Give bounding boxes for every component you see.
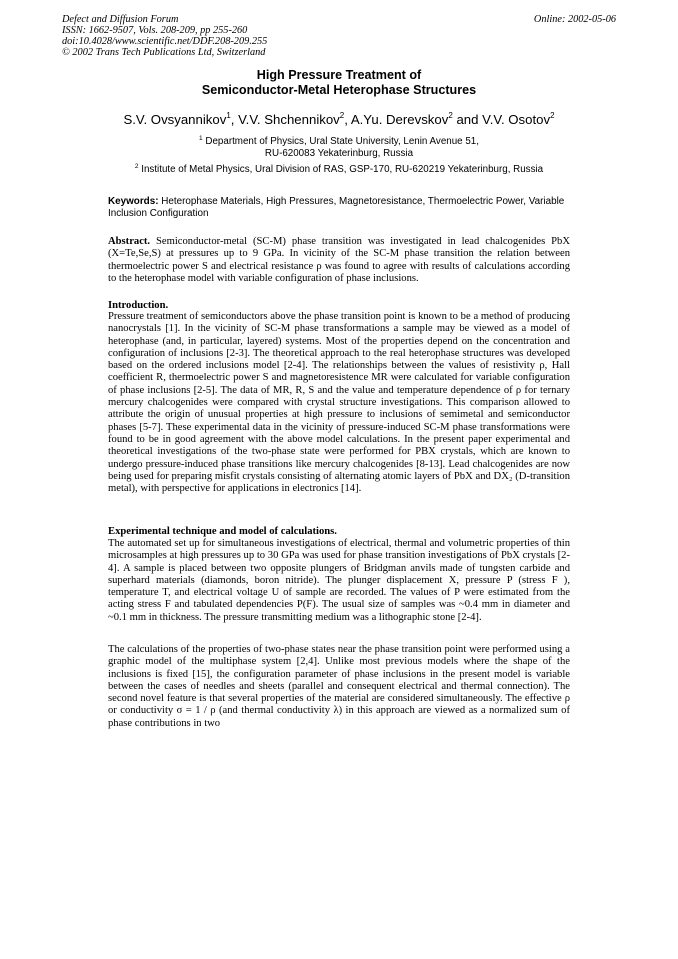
journal-name: Defect and Diffusion Forum xyxy=(62,14,179,25)
affiliation-1-line-2: RU-620083 Yekaterinburg, Russia xyxy=(264,148,414,159)
author-list: S.V. Ovsyannikov$^1$, V.V. Shchennikov$^2$, A.Yu. Derevskov$^2$ and V.V. Osotov$^2$ xyxy=(123,111,555,127)
abstract-block xyxy=(108,236,570,285)
author-4-affil: 2 xyxy=(550,111,555,120)
paper-title xyxy=(0,68,678,98)
affiliation-2-mark: 2 xyxy=(134,163,139,170)
online-date: Online: 2002-05-06 xyxy=(533,14,616,25)
affiliation-1-line-1: Department of Physics, Ural State University, Lenin Avenue 51, xyxy=(205,136,479,147)
affiliation-2-line-1: Institute of Metal Physics, Ural Division of RAS, GSP-170, RU-620219 Yekaterinburg, Russia xyxy=(141,164,544,175)
author-2-affil: 2 xyxy=(339,111,345,120)
experimental-text: The automated set up for simultaneous investigations of electrical, thermal and volumetric properties of thin microsamples at high pressures up to 30 GPa was used for phase transition investigations of PbX crystals [2-4]. A sample is placed between two opposite plungers of Bridgman anvils made of tungsten carbide and superhard materials (diamonds, boron nitride). The plunger displacement X, pressure P (stress F ), temperature T, and electrical voltage U of sample are recorded. The values of P were estimated from the acting stress F and tabulated dependencies P(F). The usual size of samples was ~0.4 mm in diameter and ~0.1 mm in thickness. The pressure transmitting medium was a lithographic stone [2-4]. xyxy=(108,538,570,623)
author-1: S.V. Ovsyannikov xyxy=(123,112,227,127)
introduction-text: Pressure treatment of semiconductors above the phase transition point is known to be a method of producing nanocrystals [1]. In the vicinity of SC-M phase transformations a sample may be viewed as a model of heterophase (and, in particular, layered) systems. Most of the properties depend on the concentration and configuration of inclusions [2-3]. The theoretical approach to the real heterophase structures was developed based on the ordered inclusions model [2-4]. The relationships between the values of resistivity ρ, Hall coefficient R, thermoelectric power S and magnetoresistence MR were calculated for variable configuration of phase inclusions [2-5]. The data of MR, R, S and the value and temperature dependence of ρ for ternary mercury chalcogenides were compared with crystal structure investigations. This comparison allowed to attribute the origin of unusual properties at high pressure to inclusions of semimetal and semiconductor phases [5-7]. These experimental data in the vicinity of pressure-induced SC-M phase transformations were found to be in good agreement with the above model calculations. In the present paper experimental and theoretical investigations of the two-phase state were performed for PBX crystals, which are known to undergo pressure-induced phase transitions like mercury chalcogenides [8-13]. Lead chalcogenides are now being used for preparing misfit crystals consisting of alternating atomic layers of PbX and DX₂ (D-transition metal), with perspective for applications in electronics [14]. xyxy=(108,311,570,495)
title-line-2: Semiconductor-Metal Heterophase Structures xyxy=(201,83,477,97)
experimental-heading: Experimental technique and model of calculations. xyxy=(108,526,337,537)
affiliation-1 xyxy=(0,136,678,160)
doi-line[interactable]: doi:10.4028/www.scientific.net/DDF.208-209.255 xyxy=(62,36,268,47)
keywords-text: Heterophase Materials, High Pressures, Magnetoresistance, Thermoelectric Power, Variable Inclusion Configuration xyxy=(108,196,565,220)
keywords-block xyxy=(108,196,570,220)
author-3: A.Yu. Derevskov xyxy=(350,112,449,127)
abstract-text: Semiconductor-metal (SC-M) phase transition was investigated in lead chalcogenides PbX (X=Te,Se,S) at pressures up to 9 GPa. In vicinity of the SC-M phase transition the relation between thermoelectric power S and electrical resistance ρ was found to agree with results of calculations according to the heterophase model with variable configuration of phase inclusions. xyxy=(108,236,570,284)
journal-header xyxy=(62,14,442,58)
issn-line: ISSN: 1662-9507, Vols. 208-209, pp 255-260 xyxy=(62,25,248,36)
title-line-1: High Pressure Treatment of xyxy=(256,68,422,82)
introduction-heading: Introduction. xyxy=(108,300,169,311)
keywords-label: Keywords: xyxy=(108,196,159,207)
author-4: V.V. Osotov xyxy=(482,112,551,127)
author-and: and xyxy=(456,112,479,127)
author-3-affil: 2 xyxy=(448,111,453,120)
author-1-affil: 1 xyxy=(226,111,231,120)
abstract-label: Abstract. xyxy=(108,236,151,247)
affiliation-1-mark: 1 xyxy=(199,135,203,142)
copyright-line: © 2002 Trans Tech Publications Ltd, Switzerland xyxy=(62,47,266,58)
calculation-text: The calculations of the properties of two-phase states near the phase transition point were performed using a graphic model of the multiphase system [2,4]. Unlike most previous models where the shape of the inclusions is fixed [15], the configuration parameter of phase inclusions in the present model is variable between the cases of needles and sheets (parallel and consequent electrical and thermal connection). The second novel feature is that several properties of the material are considered simultaneously. The effective ρ or conductivity σ = 1 / ρ (and thermal conductivity λ) in this approach are viewed as a normalized sum of phase contributions in two xyxy=(108,644,570,729)
author-2: V.V. Shchennikov xyxy=(238,112,340,127)
affiliation-2 xyxy=(0,164,678,176)
